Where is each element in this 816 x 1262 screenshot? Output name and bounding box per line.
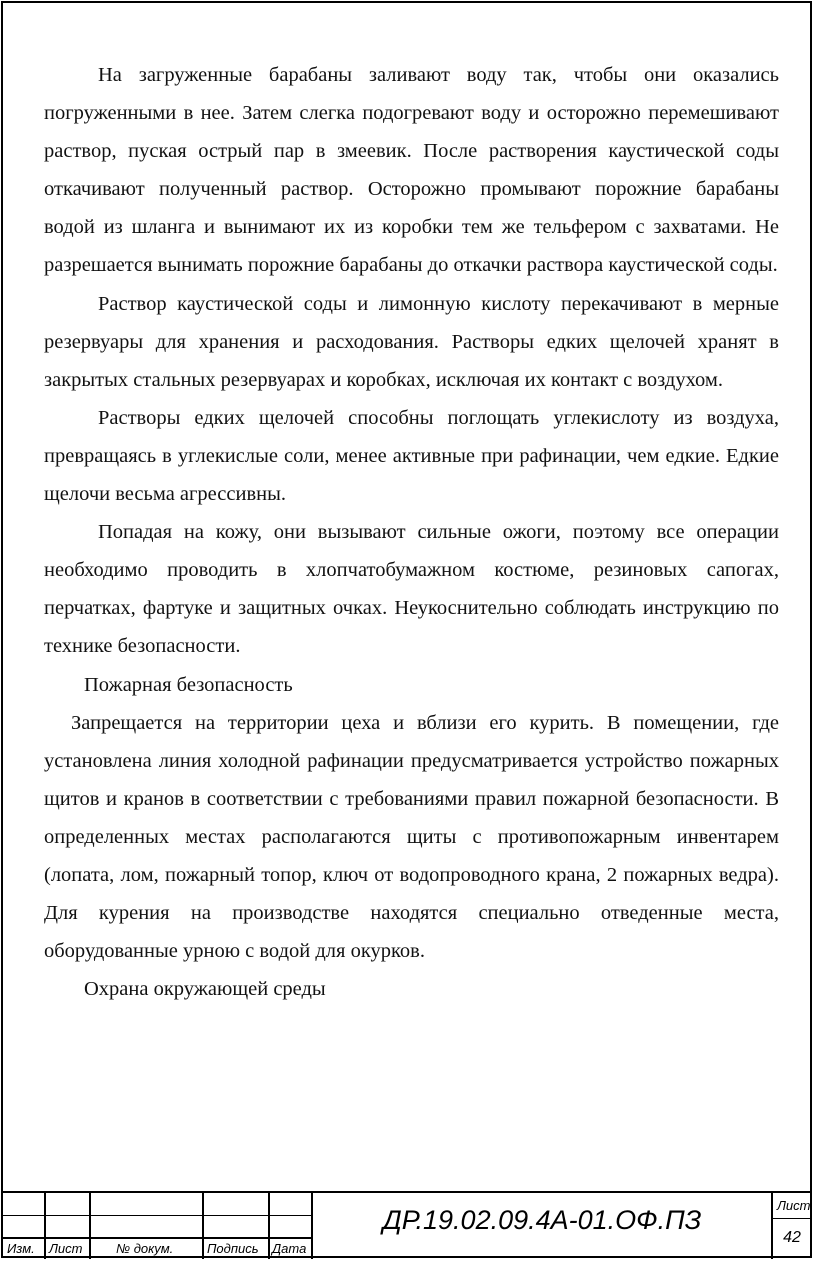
document-number: ДР.19.02.09.4А-01.ОФ.ПЗ bbox=[382, 1205, 702, 1235]
paragraph-1: На загруженные барабаны заливают воду так, чтобы они оказались погруженными в нее. Затем слегка подогревают воду и осторожно перемешивают раствор, пуская острый пар в змеевик. После растворения каустической соды откачивают полученный раствор. Осторожно промывают порожние барабаны водой из шланга и вынимают их из коробки тем же тельфером с захватами. Не разрешается вынимать порожние барабаны до откачки раствора каустической соды. bbox=[44, 64, 779, 277]
paragraph-4: Попадая на кожу, они вызывают сильные ожоги, поэтому все операции необходимо проводить в хлопчатобумажном костюме, резиновых сапогах, перчатках, фартуке и защитных очках. Неукоснительно соблюдать инструкцию по технике безопасности. bbox=[44, 521, 779, 658]
sheet-number: 42 bbox=[783, 1229, 801, 1246]
sheet-label: Лист bbox=[777, 1198, 811, 1213]
paragraph-5: Запрещается на территории цеха и вблизи его курить. В помещении, где установлена линия холодной рафинации предусматривается устройство пожарных щитов и кранов в соответствии с требованиями правил пожарной безопасности. В определенных местах располагаются щиты с противопожарным инвентарем (лопата, лом, пожарный топор, ключ от водопроводного крана, 2 пожарных ведра). Для курения на производстве находятся специально отведенные места, оборудованные урною с водой для окурков. bbox=[44, 711, 779, 963]
section-heading-fire-safety: Пожарная безопасность bbox=[84, 673, 293, 696]
stamp-dokum-label: № докум. bbox=[116, 1241, 174, 1256]
document-body bbox=[44, 56, 779, 1008]
stamp-data-label: Дата bbox=[272, 1241, 307, 1256]
stamp-podpis-label: Подпись bbox=[207, 1241, 259, 1256]
paragraph-3: Растворы едких щелочей способны поглощать углекислоту из воздуха, превращаясь в углекислые соли, менее активные при рафинации, чем едкие. Едкие щелочи весьма агрессивны. bbox=[44, 406, 779, 506]
stamp-list-label: Лист bbox=[49, 1241, 83, 1256]
stamp-izm-label: Изм. bbox=[7, 1241, 35, 1256]
title-block bbox=[3, 1191, 811, 1259]
paragraph-2: Раствор каустической соды и лимонную кислоту перекачивают в мерные резервуары для хранения и расходования. Растворы едких щелочей хранят в закрытых стальных резервуарах и коробках, исключая их контакт с воздухом. bbox=[44, 292, 779, 391]
section-heading-environment: Охрана окружающей среды bbox=[84, 978, 326, 1001]
